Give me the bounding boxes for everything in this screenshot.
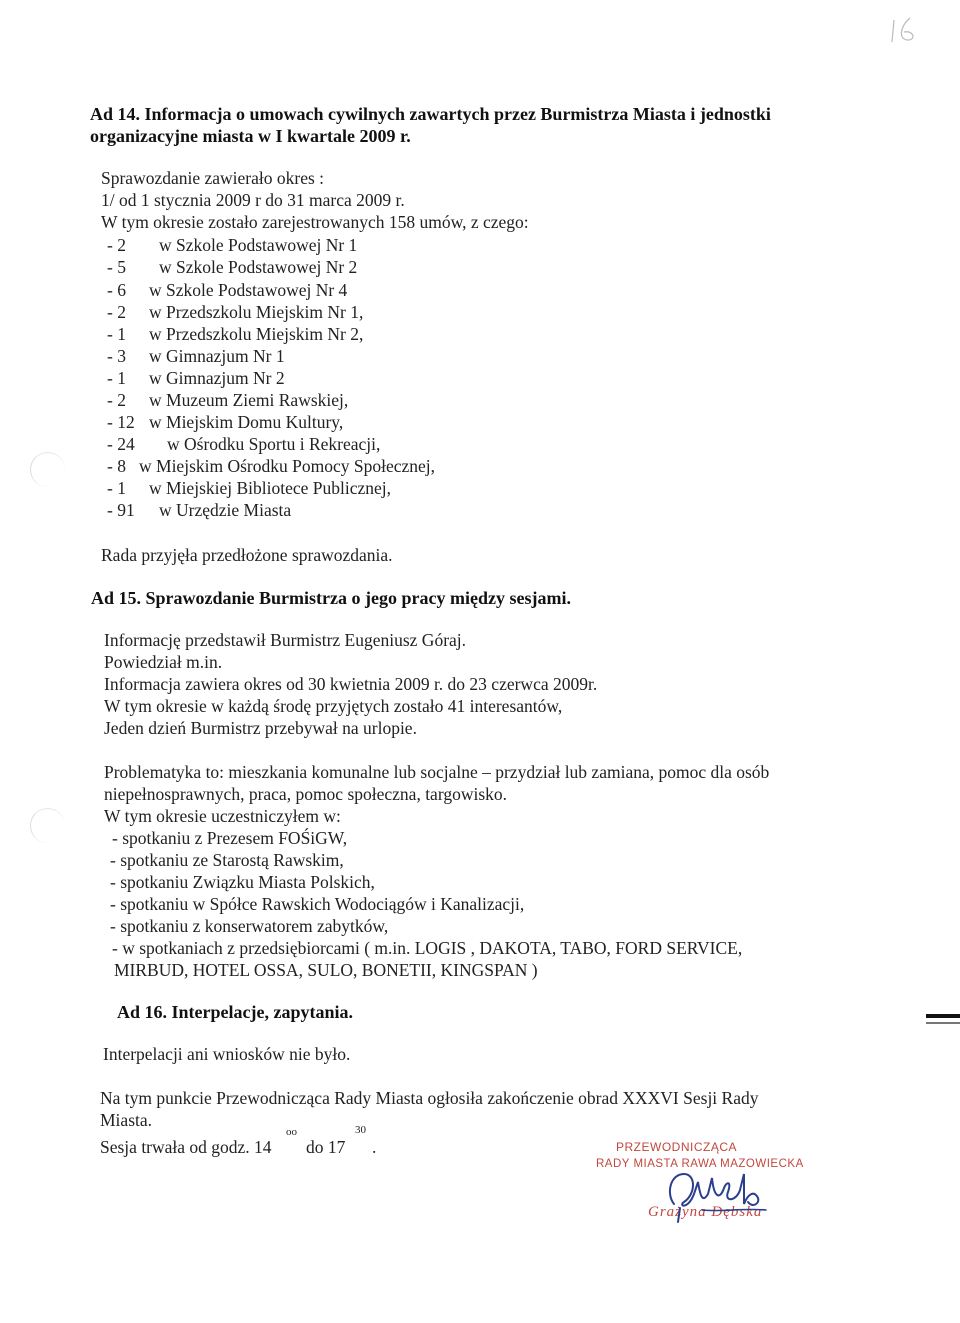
list-item <box>107 390 348 410</box>
contract-place: w Przedszkolu Miejskim Nr 1, <box>149 302 364 322</box>
closing-line: Na tym punkcie Przewodnicząca Rady Miasta ogłosiła zakończenie obrad XXXVI Sesji Rady <box>100 1088 759 1108</box>
list-item <box>107 434 380 454</box>
list-item <box>107 500 291 520</box>
contract-place: w Miejskim Domu Kultury, <box>149 412 344 432</box>
section-heading-14-line1: Ad 14. Informacja o umowach cywilnych zawartych przez Burmistrza Miasta i jednostki <box>90 104 771 124</box>
contract-place: w Przedszkolu Miejskim Nr 2, <box>149 324 364 344</box>
section-15-line: Informację przedstawił Burmistrz Eugeniusz Góraj. <box>104 630 467 650</box>
contract-place: w Szkole Podstawowej Nr 1 <box>159 235 358 255</box>
punch-hole-mark <box>30 808 65 843</box>
scan-edge-mark <box>926 1014 960 1018</box>
list-item: - spotkaniu ze Starostą Rawskim, <box>110 850 344 870</box>
section-heading-14-line2: organizacyjne miasta w I kwartale 2009 r. <box>90 126 411 146</box>
stamp-name: Grażyna Dębska <box>648 1204 763 1220</box>
contract-place: w Urzędzie Miasta <box>159 500 292 520</box>
session-duration-text: Sesja trwała od godz. 14 <box>100 1137 272 1157</box>
list-item <box>107 324 363 344</box>
report-summary: W tym okresie zostało zarejestrowanych 158 umów, z czego: <box>101 212 529 232</box>
section-16-text: Interpelacji ani wniosków nie było. <box>103 1044 351 1064</box>
report-period-value: 1/ od 1 stycznia 2009 r do 31 marca 2009 r. <box>101 190 405 210</box>
contract-count: - 6 <box>107 280 126 300</box>
list-item <box>107 302 363 322</box>
contract-place: w Gimnazjum Nr 1 <box>149 346 285 366</box>
report-period-label: Sprawozdanie zawierało okres : <box>101 168 325 188</box>
contract-place: w Gimnazjum Nr 2 <box>149 368 285 388</box>
closing-line: Miasta. <box>100 1110 153 1130</box>
section-15-paragraph: Problematyka to: mieszkania komunalne lub socjalne – przydział lub zamiana, pomoc dla osób <box>104 762 770 782</box>
list-item <box>107 368 285 388</box>
session-end-period: . <box>372 1137 377 1157</box>
section-15-line: W tym okresie w każdą środę przyjętych zostało 41 interesantów, <box>104 696 563 716</box>
list-item <box>107 280 347 300</box>
stamp-title: PRZEWODNICZĄCA <box>616 1140 737 1154</box>
section-heading-15: Ad 15. Sprawozdanie Burmistrza o jego pracy między sesjami. <box>91 588 571 608</box>
contract-count: - 2 <box>107 235 126 255</box>
handwritten-page-number <box>888 12 922 46</box>
list-item <box>107 257 357 277</box>
contract-count: - 1 <box>107 478 126 498</box>
acceptance-note: Rada przyjęła przedłożone sprawozdania. <box>101 545 393 565</box>
section-15-paragraph: W tym okresie uczestniczyłem w: <box>104 806 341 826</box>
list-item: - spotkaniu z Prezesem FOŚiGW, <box>112 828 348 848</box>
contract-count: - 24 <box>107 434 135 454</box>
contract-count: - 91 <box>107 500 135 520</box>
section-heading-16: Ad 16. Interpelacje, zapytania. <box>117 1002 353 1022</box>
contract-count: - 5 <box>107 257 126 277</box>
section-15-line: Powiedział m.in. <box>104 652 223 672</box>
contract-place: w Szkole Podstawowej Nr 2 <box>159 257 358 277</box>
list-item: - spotkaniu z konserwatorem zabytków, <box>110 916 389 936</box>
contract-place: w Muzeum Ziemi Rawskiej, <box>149 390 349 410</box>
session-end-minutes: 30 <box>355 1124 366 1136</box>
list-item <box>107 346 285 366</box>
contract-place: w Ośrodku Sportu i Rekreacji, <box>167 434 381 454</box>
list-item: MIRBUD, HOTEL OSSA, SULO, BONETII, KINGSPAN ) <box>114 960 538 980</box>
scan-edge-mark <box>926 1022 960 1024</box>
contract-place: w Szkole Podstawowej Nr 4 <box>149 280 348 300</box>
punch-hole-mark <box>30 452 65 487</box>
contract-count: - 2 <box>107 390 126 410</box>
list-item: - spotkaniu Związku Miasta Polskich, <box>110 872 375 892</box>
official-stamp <box>592 1140 822 1230</box>
handwritten-signature <box>662 1164 772 1224</box>
stamp-institution: RADY MIASTA RAWA MAZOWIECKA <box>596 1158 804 1170</box>
contract-count: - 1 <box>107 368 126 388</box>
contract-place: w Miejskiej Bibliotece Publicznej, <box>149 478 392 498</box>
list-item: - w spotkaniach z przedsiębiorcami ( m.in. LOGIS , DAKOTA, TABO, FORD SERVICE, <box>112 938 743 958</box>
contract-count: - 12 <box>107 412 135 432</box>
contract-count: - 2 <box>107 302 126 322</box>
section-15-line: Informacja zawiera okres od 30 kwietnia 2009 r. do 23 czerwca 2009r. <box>104 674 598 694</box>
session-start-minutes: oo <box>286 1126 297 1138</box>
list-item <box>107 456 435 476</box>
list-item: - spotkaniu w Spółce Rawskich Wodociągów i Kanalizacji, <box>110 894 525 914</box>
section-15-paragraph: niepełnosprawnych, praca, pomoc społeczna, targowisko. <box>104 784 508 804</box>
contract-place: w Miejskim Ośrodku Pomocy Społecznej, <box>139 456 436 476</box>
list-item <box>107 478 391 498</box>
section-15-line: Jeden dzień Burmistrz przebywał na urlopie. <box>104 718 417 738</box>
list-item <box>107 412 343 432</box>
session-to-text: do 17 <box>306 1137 346 1157</box>
contract-count: - 1 <box>107 324 126 344</box>
list-item <box>107 235 357 255</box>
contract-count: - 3 <box>107 346 126 366</box>
contract-count: - 8 <box>107 456 126 476</box>
